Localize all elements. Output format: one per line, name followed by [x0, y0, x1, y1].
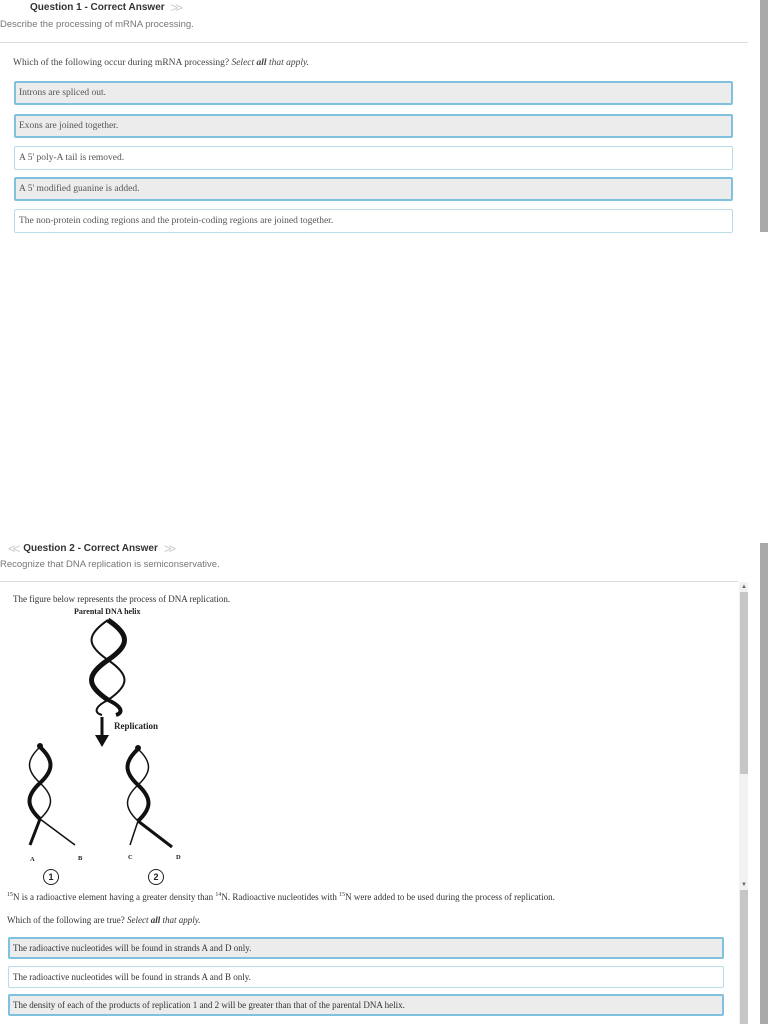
page-scrollbar-thumb[interactable] [760, 0, 768, 232]
question1-prompt: Which of the following occur during mRNA processing? Select all that apply. [13, 58, 310, 68]
option-label: The non-protein coding regions and the protein-coding regions are joined together. [19, 216, 334, 226]
replication-label: Replication [114, 721, 158, 731]
question2-title: Question 2 - Correct Answer [23, 543, 158, 554]
next-question-icon[interactable]: >> [170, 0, 180, 15]
product-1-helix [30, 744, 76, 846]
strand-c-label: C [128, 854, 133, 861]
option-label: The density of each of the products of replication 1 and 2 will be greater than that of the parental DNA helix. [13, 1000, 405, 1010]
replication-arrow [95, 717, 109, 747]
scroll-up-icon[interactable]: ▲ [741, 584, 747, 590]
option-label: Introns are spliced out. [19, 88, 107, 98]
question2-prompt: Which of the following are true? Select all that apply. [7, 915, 201, 925]
question2-subtitle: Recognize that DNA replication is semiconservative. [0, 559, 220, 570]
next-question-icon[interactable]: >> [163, 541, 174, 556]
parental-helix [92, 620, 125, 715]
option-label: A 5' poly-A tail is removed. [19, 153, 125, 163]
product-2-helix [128, 746, 173, 848]
question1-option-3[interactable] [14, 146, 733, 170]
question2-scrollbar-thumb-2[interactable] [740, 890, 748, 1024]
scroll-down-icon[interactable]: ▼ [741, 882, 747, 888]
question2-intro: The figure below represents the process of DNA replication. [13, 594, 231, 604]
question2-option-1[interactable] [8, 937, 724, 959]
question2-option-2[interactable] [8, 966, 724, 988]
question2-option-3[interactable] [8, 994, 724, 1016]
option-label: The radioactive nucleotides will be found in strands A and D only. [13, 943, 252, 953]
strand-a-label: A [30, 856, 35, 863]
question1-option-2[interactable] [14, 114, 733, 138]
question2-divider [0, 581, 738, 582]
question1-header [30, 0, 186, 15]
option-label: The radioactive nucleotides will be found in strands A and B only. [13, 972, 251, 982]
option-label: Exons are joined together. [19, 121, 119, 131]
question1-option-4[interactable] [14, 177, 733, 201]
product-1-label: 1 [43, 869, 59, 885]
question1-subtitle: Describe the processing of mRNA processing. [0, 19, 194, 30]
question2-info: $^{15}$N is a radioactive element having a greater density than $^{14}$N. Radioactive nucleotides with $^{15}$N were added to be used during the process of replication. [7, 892, 555, 902]
strand-d-label: D [176, 854, 181, 861]
question2-scrollbar-thumb[interactable] [740, 592, 748, 774]
option-label: A 5' modified guanine is added. [19, 184, 140, 194]
question1-title: Question 1 - Correct Answer [30, 2, 165, 13]
page-scrollbar-thumb-lower[interactable] [760, 543, 768, 1024]
dna-replication-figure [20, 615, 220, 875]
parental-helix-label: Parental DNA helix [74, 607, 141, 616]
question1-option-1[interactable] [14, 81, 733, 105]
question2-header [8, 541, 179, 556]
previous-question-icon[interactable]: << [8, 541, 18, 556]
product-2-label: 2 [148, 869, 164, 885]
question1-divider [0, 42, 748, 43]
strand-b-label: B [78, 855, 83, 862]
question1-option-5[interactable] [14, 209, 733, 233]
